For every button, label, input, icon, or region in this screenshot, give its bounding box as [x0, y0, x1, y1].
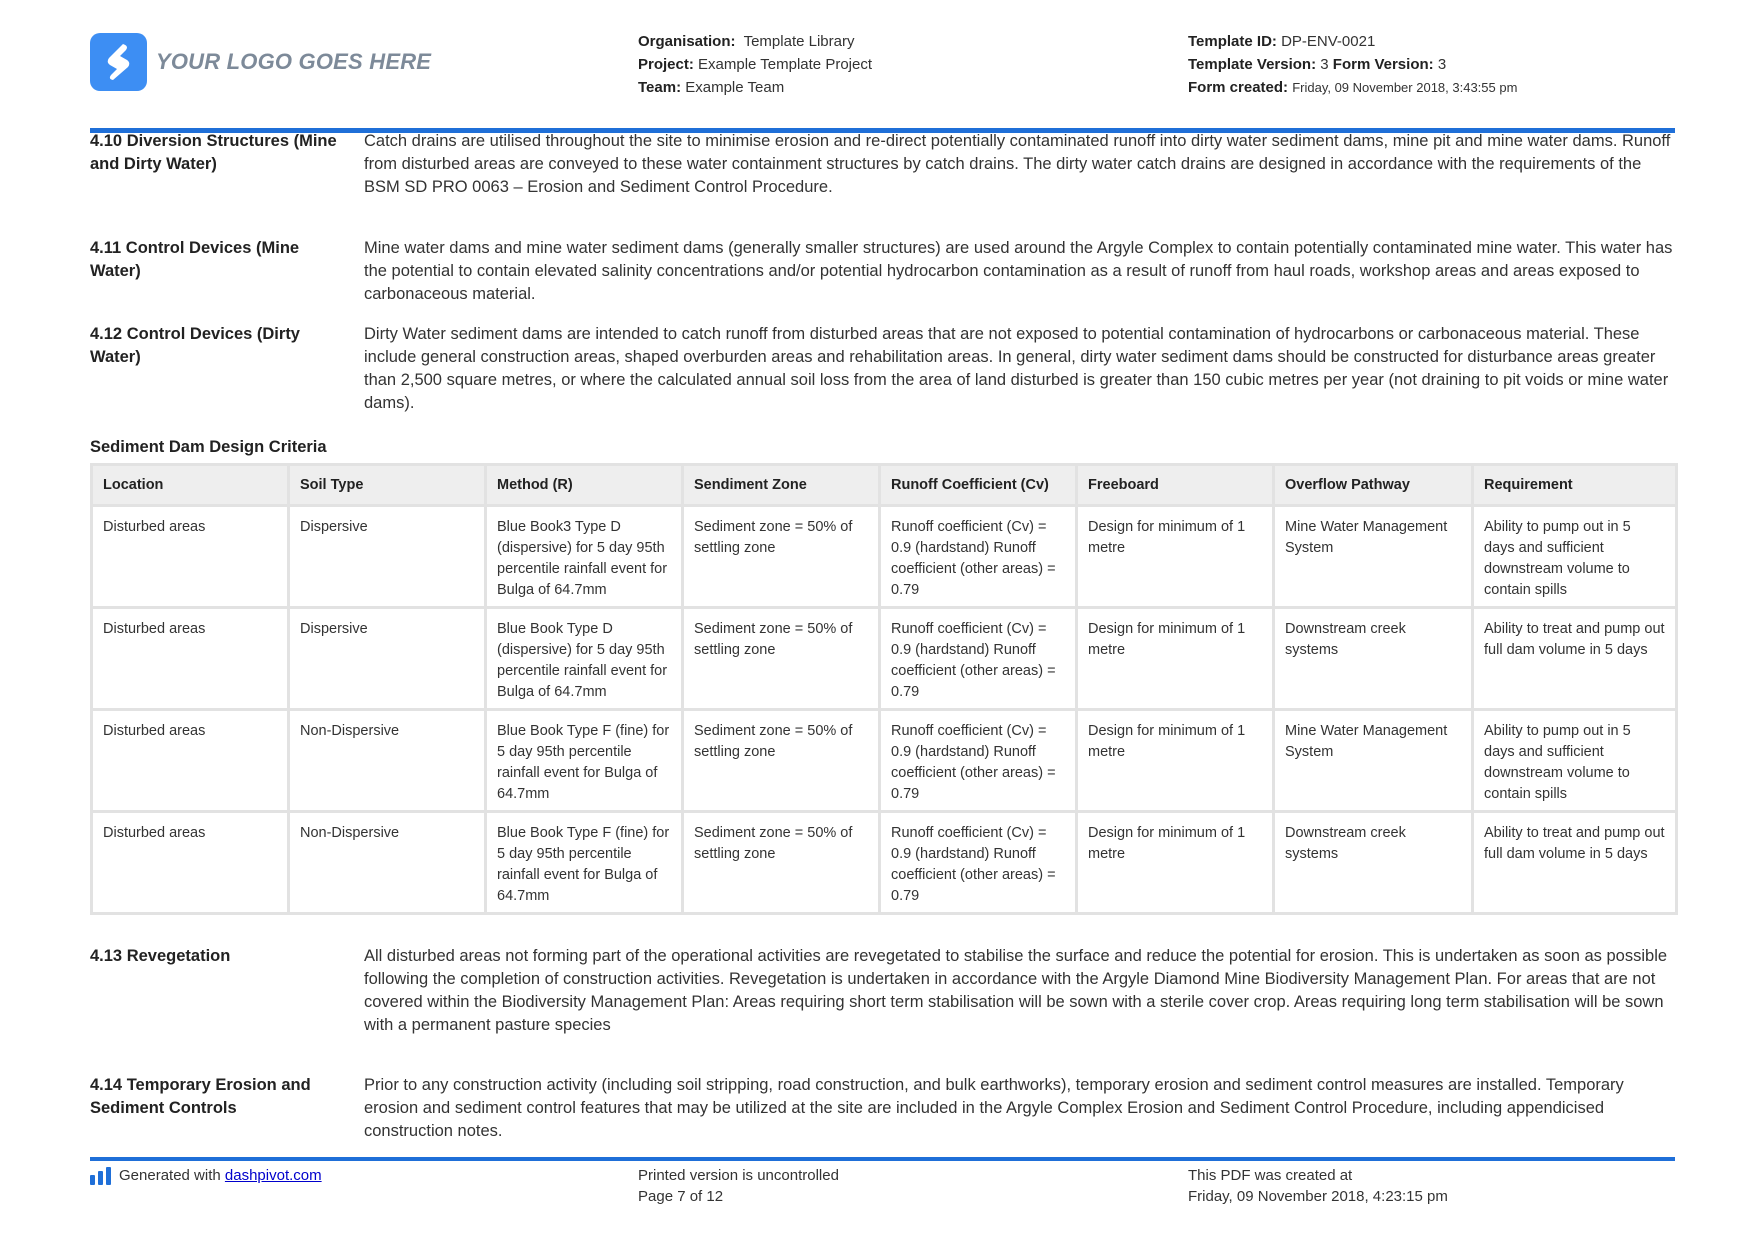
template-id-value: DP-ENV-0021 — [1281, 33, 1376, 50]
logo — [90, 33, 431, 91]
column-header: Runoff Coefficient (Cv) — [880, 465, 1077, 506]
table-cell: Mine Water Management System — [1274, 506, 1473, 608]
section-body: Mine water dams and mine water sediment dams (generally smaller structures) are used around the Argyle Complex to contain potentially contaminated mine water. This water has the potential to contain elevated salinity concentrations and/or potential hydrocarbon contamination as a result of runoff from haul roads, workshop areas and areas exposed to carbonaceous material. — [364, 239, 1673, 303]
table-cell: Design for minimum of 1 metre — [1077, 506, 1274, 608]
project-value: Example Template Project — [698, 56, 873, 73]
pdf-created-label: This PDF was created at — [1188, 1167, 1353, 1184]
table-cell: Disturbed areas — [92, 506, 289, 608]
section-title: 4.10 Diversion Structures (Mine and Dirty Water) — [90, 132, 337, 173]
column-header: Soil Type — [289, 465, 486, 506]
section-body: All disturbed areas not forming part of the operational activities are revegetated to stabilise the surface and reduce the potential for erosion. This is undertaken as soon as possible following the completion of construction activities. Revegetation is undertaken in accordance with the Argyle Diamond Mine Biodiversity Management Plan. For areas that are not covered within the Biodiversity Management Plan: Areas requiring short term stabilisation will be sown with a sterile cover crop. Areas requiring long term stabilisation will be sown with a permanent pasture species — [364, 947, 1668, 1034]
document-page — [90, 0, 1675, 1240]
section-title: 4.13 Revegetation — [90, 947, 231, 965]
table-row — [92, 608, 1677, 710]
table-cell: Runoff coefficient (Cv) = 0.9 (hardstand) Runoff coefficient (other areas) = 0.79 — [880, 812, 1077, 914]
template-version-value: 3 — [1320, 56, 1329, 73]
column-header: Freeboard — [1077, 465, 1274, 506]
column-header: Requirement — [1473, 465, 1677, 506]
form-version-label: Form Version: — [1332, 56, 1434, 73]
table-cell: Design for minimum of 1 metre — [1077, 812, 1274, 914]
column-header: Method (R) — [486, 465, 683, 506]
section-body: Dirty Water sediment dams are intended to catch runoff from disturbed areas that are not exposed to potential contamination of hydrocarbons or carbonaceous material. These include general construction areas, shaped overburden areas and rehabilitation areas. In general, dirty water sediment dams should be constructed for disturbance areas greater than 2,500 square metres, or where the calculated annual soil loss from the area of land disturbed is greater than 150 cubic metres per year (not draining to pit voids or mine water dams). — [364, 325, 1669, 412]
table-cell: Disturbed areas — [92, 812, 289, 914]
pdf-created-value: Friday, 09 November 2018, 4:23:15 pm — [1188, 1188, 1448, 1205]
section-title: 4.11 Control Devices (Mine Water) — [90, 239, 300, 280]
table-row — [92, 812, 1677, 914]
template-version-label: Template Version: — [1188, 56, 1317, 73]
team-value: Example Team — [685, 79, 785, 96]
project-label: Project: — [638, 56, 694, 73]
column-header: Overflow Pathway — [1274, 465, 1473, 506]
table-cell: Sediment zone = 50% of settling zone — [683, 710, 880, 812]
table-cell: Non-Dispersive — [289, 710, 486, 812]
table-cell: Mine Water Management System — [1274, 710, 1473, 812]
table-cell: Downstream creek systems — [1274, 812, 1473, 914]
table-cell: Design for minimum of 1 metre — [1077, 710, 1274, 812]
table-cell: Disturbed areas — [92, 608, 289, 710]
table-cell: Non-Dispersive — [289, 812, 486, 914]
section-body: Catch drains are utilised throughout the site to minimise erosion and re-direct potentially contaminated runoff into dirty water sediment dams, mine pit and mine water dams. Runoff from disturbed areas are conveyed to these water containment structures by catch drains. The dirty water catch drains are designed in accordance with the requirements of the BSM SD PRO 0063 – Erosion and Sediment Control Procedure. — [364, 132, 1671, 196]
table-cell: Design for minimum of 1 metre — [1077, 608, 1274, 710]
table-cell: Disturbed areas — [92, 710, 289, 812]
organisation-value: Template Library — [743, 33, 855, 50]
header-project-info — [638, 30, 872, 99]
table-cell: Blue Book3 Type D (dispersive) for 5 day 95th percentile rainfall event for Bulga of 64.7mm — [486, 506, 683, 608]
table-header-row — [92, 465, 1677, 506]
table-title: Sediment Dam Design Criteria — [90, 438, 327, 456]
page-number: Page 7 of 12 — [638, 1188, 724, 1205]
table-cell: Sediment zone = 50% of settling zone — [683, 608, 880, 710]
logo-icon — [90, 33, 147, 91]
footer-page-info — [638, 1165, 839, 1207]
column-header: Location — [92, 465, 289, 506]
generated-prefix: Generated with — [119, 1167, 221, 1184]
table-cell: Blue Book Type D (dispersive) for 5 day 95th percentile rainfall event for Bulga of 64.7mm — [486, 608, 683, 710]
page-footer — [90, 1161, 1675, 1221]
table-row — [92, 710, 1677, 812]
table-cell: Runoff coefficient (Cv) = 0.9 (hardstand) Runoff coefficient (other areas) = 0.79 — [880, 608, 1077, 710]
table-cell: Runoff coefficient (Cv) = 0.9 (hardstand) Runoff coefficient (other areas) = 0.79 — [880, 710, 1077, 812]
organisation-label: Organisation: — [638, 33, 736, 50]
table-cell: Ability to treat and pump out full dam volume in 5 days — [1473, 812, 1677, 914]
dashpivot-link[interactable]: dashpivot.com — [224, 1167, 322, 1184]
table-cell: Downstream creek systems — [1274, 608, 1473, 710]
section-4-14 — [90, 1074, 1675, 1146]
table-cell: Sediment zone = 50% of settling zone — [683, 812, 880, 914]
page-header — [90, 30, 1675, 103]
table-cell: Dispersive — [289, 506, 486, 608]
table-cell: Ability to pump out in 5 days and sufficient downstream volume to contain spills — [1473, 506, 1677, 608]
header-template-info — [1188, 30, 1517, 99]
uncontrolled-notice: Printed version is uncontrolled — [638, 1167, 839, 1184]
table-cell: Blue Book Type F (fine) for 5 day 95th percentile rainfall event for Bulga of 64.7mm — [486, 710, 683, 812]
generated-with — [90, 1165, 322, 1186]
form-created-label: Form created: — [1188, 79, 1289, 96]
form-created-value: Friday, 09 November 2018, 3:43:55 pm — [1292, 80, 1518, 95]
section-4-12 — [90, 323, 1675, 418]
dashpivot-logo-icon — [90, 1167, 111, 1185]
table-cell: Ability to pump out in 5 days and sufficient downstream volume to contain spills — [1473, 710, 1677, 812]
column-header: Sendiment Zone — [683, 465, 880, 506]
section-4-10 — [90, 130, 1675, 200]
section-4-11 — [90, 237, 1675, 307]
section-body: Prior to any construction activity (including soil stripping, road construction, and bulk earthworks), temporary erosion and sediment control measures are installed. Temporary erosion and sediment control features that may be utilized at the site are included in the Argyle Complex Erosion and Sediment Control Procedure, including appendicised construction notes. — [364, 1076, 1624, 1140]
table-cell: Runoff coefficient (Cv) = 0.9 (hardstand) Runoff coefficient (other areas) = 0.79 — [880, 506, 1077, 608]
table-cell: Ability to treat and pump out full dam volume in 5 days — [1473, 608, 1677, 710]
team-label: Team: — [638, 79, 682, 96]
sediment-dam-criteria-table — [90, 463, 1678, 915]
section-title: 4.14 Temporary Erosion and Sediment Controls — [90, 1076, 311, 1117]
table-row — [92, 506, 1677, 608]
logo-text: YOUR LOGO GOES HERE — [156, 49, 432, 74]
section-title: 4.12 Control Devices (Dirty Water) — [90, 325, 300, 366]
table-cell: Dispersive — [289, 608, 486, 710]
section-4-13 — [90, 945, 1675, 1040]
table-cell: Blue Book Type F (fine) for 5 day 95th percentile rainfall event for Bulga of 64.7mm — [486, 812, 683, 914]
footer-created-info — [1188, 1165, 1448, 1207]
table-cell: Sediment zone = 50% of settling zone — [683, 506, 880, 608]
template-id-label: Template ID: — [1188, 33, 1277, 50]
form-version-value: 3 — [1437, 56, 1447, 73]
